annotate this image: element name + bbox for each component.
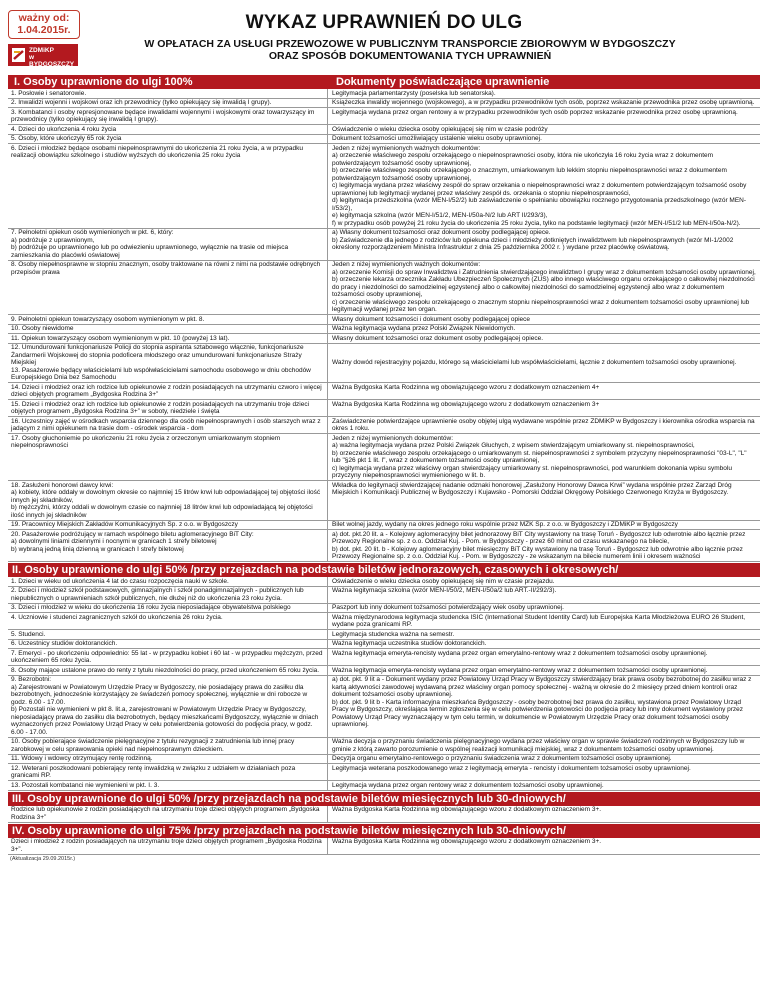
table-row	[8, 838, 760, 855]
table-row	[8, 344, 760, 384]
table-row	[8, 261, 760, 316]
entitled-persons-cell: 12. Umundurowani funkcjonariusze Policji do stopnia aspiranta sztabowego włącznie, funkcjonariusze Żandarmerii Wojskowej do stopnia podoficera młodszego oraz umundurowani funkcjonariusze Straży Miejskiej 13. Pasażerowie będący właścicielami lub współwłaścicielami samochodu osobowego w dniu obchodów Europejskiego Dnia bez Samochodu	[8, 344, 328, 383]
required-document-cell: Legitymacja wydana przez organ rentowy wraz z dokumentem tożsamości osoby uprawnionej.	[332, 781, 604, 789]
table-row	[8, 135, 760, 145]
entitled-persons-cell: 11. Opiekun towarzyszący osobom wymienionym w pkt. 10 (powyżej 13 lat).	[8, 334, 328, 343]
entitled-persons-cell: 11. Wdowy i wdowcy otrzymujący rentę rodzinną.	[8, 755, 328, 764]
entitled-persons-cell: 10. Osoby niewidome	[8, 325, 328, 334]
entitled-persons-cell: 4. Dzieci do ukończenia 4 roku życia	[8, 125, 328, 134]
table-row	[8, 417, 760, 434]
table-row	[8, 806, 760, 823]
section1-rows	[8, 89, 760, 562]
entitled-persons-cell: 1. Posłowie i senatorowie.	[8, 89, 328, 98]
table-row	[8, 325, 760, 335]
entitled-persons-cell: 6. Dzieci i młodzież będące osobami niepełnosprawnymi do ukończenia 21 roku życia, a w przypadku realizacji obowiązku szkolnego i studiów wyższych do ukończenia 25 roku życia	[8, 144, 328, 228]
entitled-persons-cell: 8. Osoby niepełnosprawne w stopniu znacznym, osoby traktowane na równi z nimi na podstawie odrębnych przepisów prawa	[8, 261, 328, 315]
entitled-persons-cell: Rodzice lub opiekunowie z rodzin posiadających na utrzymaniu troje dzieci objętych programem „Bydgoska Rodzina 3+”	[8, 806, 328, 822]
required-document-cell: Dokument tożsamości umożliwiający ustalenie wieku osoby uprawnionej.	[332, 135, 542, 142]
table-row	[8, 125, 760, 135]
required-document-cell: Jeden z niżej wymienionych ważnych dokumentów: a) orzeczenie właściwego zespołu orzekającego o niepełnosprawności osoby, która nie ukończyła 16 roku życia wraz z dokumentem potwierdzającym tożsamość osoby uprawnionej, b) orzeczenie właściwego zespołu orzekającego o znacznym, umiarkowanym lub lekkim stopniu niepełnosprawności wraz z dokumentem potwierdzającym tożsamość osoby uprawnionej, c) legitymacja wydana przez właściwy zespół do spraw orzekania o niepełnosprawności wraz z dokumentem potwierdzającym tożsamość osoby uprawnionej lub legitymacji wydanej przez właściwy zespół ds. orzekania o stopniu niepełnosprawności, d) legitymacja przedszkolna (wzór MEN-I/52/2) lub zaświadczenie o spełnianiu obowiązku rocznego przygotowania przedszkolnego (wzór MEN-I/53/2), e) legitymacja szkolna (wzór MEN-I/51/2, MEN-I/50a-N/2 lub ART II/293/3), f) w przypadku osób powyżej 21 roku życia do ukończenia 25 roku życia, tylko na podstawie legitymacji (wzór MEN-I/51/2 lub MEN-I/50a-N/2).	[332, 144, 747, 227]
required-document-cell: Ważna legitymacja szkolna (wzór MEN-I/50/2, MEN-I/50a/2 lub ART.-II/292/3).	[332, 587, 557, 594]
validity-box: ważny od: 1.04.2015r.	[8, 10, 80, 39]
table-row	[8, 738, 760, 755]
required-document-cell: Wkładka do legitymacji stwierdzającej nadanie odznaki honorowej „Zasłużony Honorowy Dawca Krwi” wydana wspólnie przez Zarząd Dróg Miejskich i Komunikacji Publicznej w Bydgoszczy i Kujawsko - Pomorski Oddział Okręgowy Polskiego Czerwonego Krzyża w Bydgoszczy.	[332, 481, 732, 496]
table-row	[8, 108, 760, 125]
table-row	[8, 781, 760, 791]
main-table	[8, 74, 760, 862]
required-document-cell: Jeden z niżej wymienionych dokumentów: a) ważna legitymacja wydana przez Polski Związek Głuchych, z wpisem stwierdzającym umiarkowany st. niepełnosprawności, b) orzeczenie właściwego zespołu orzekającego o umiarkowanym st. niepełnosprawności z symbolem przyczyny niepełnosprawności "03-L", "L" lub "§26 pkt 1 lit. l", wraz z dokumentem tożsamości osoby uprawnionej, c) legitymacja wydana przez właściwy organ stwierdzający umiarkowany st. niepełnosprawności, pod warunkiem dokonania wpisu symbolu przyczyny niepełnosprawności wymienionego w lit. b.	[332, 434, 747, 479]
section1-header	[8, 75, 760, 89]
required-document-cell: Ważna Bydgoska Karta Rodzinna wg obowiązującego wzoru z dodatkowym oznaczeniem 3+.	[332, 806, 602, 813]
entitled-persons-cell: 9. Bezrobotni: a) Zarejestrowani w Powiatowym Urzędzie Pracy w Bydgoszczy, nie posiadający prawa do zasiłku dla bezrobotnych, jednocześnie korzystający ze świadczeń pomocy społecznej, wyłącznie w dni robocze w godz. 6.00 - 17.00. b) Pozostali nie wymienieni w pkt 8. lit.a, zarejestrowani w Powiatowym Urzędzie Pracy w Bydgoszczy, nieposiadający prawa do zasiłku dla bezrobotnych, będący mieszkańcami Bydgoszczy, wyłącznie w dniach wyznaczonych przez Powiatowy Urząd Pracy w celu potwierdzenia gotowości do podjęcia pracy, w godz. 6.00 - 17.00.	[8, 676, 328, 737]
table-row	[8, 315, 760, 325]
entitled-persons-cell: 15. Dzieci i młodzież oraz ich rodzice lub opiekunowie z rodzin posiadających na utrzymaniu troje dzieci objętych programem „Bydgoska Rodzina 3+” w soboty, niedziele i święta	[8, 400, 328, 416]
section1-title: I. Osoby uprawnione do ulgi 100%	[14, 76, 193, 88]
table-row	[8, 383, 760, 400]
table-row	[8, 640, 760, 650]
table-row	[8, 577, 760, 587]
section4-rows	[8, 838, 760, 855]
entitled-persons-cell: 12. Weterani poszkodowani pobierający rentę inwalidzką w związku z udziałem w działaniach poza granicami RP.	[8, 764, 328, 780]
entitled-persons-cell: 2. Inwalidzi wojenni i wojskowi oraz ich przewodnicy (tylko opiekujący się inwalidą I grupy).	[8, 99, 328, 108]
table-row	[8, 613, 760, 630]
entitled-persons-cell: Dzieci i młodzież z rodzin posiadających na utrzymaniu troje dzieci objętych programem „Bydgoska Rodzina 3+”.	[8, 838, 328, 854]
required-document-cell: Ważna legitymacja uczestnika studiów doktoranckich.	[332, 640, 487, 647]
required-document-cell: Ważna legitymacja emeryta-rencisty wydana przez organ emerytalno-rentowy wraz z dokumentem tożsamości osoby uprawnionej.	[332, 666, 708, 674]
table-row	[8, 481, 760, 521]
entitled-persons-cell: 10. Osoby pobierające świadczenie pielęgnacyjne z tytułu rezygnacji z zatrudnienia lub innej pracy zarobkowej w celu sprawowania opieki nad niepełnosprawnym dzieckiem.	[8, 738, 328, 754]
required-document-cell: Bilet wolnej jazdy, wydany na okres jednego roku wspólnie przez MZK Sp. z o.o. w Bydgoszczy i ZDMiKP w Bydgoszczy	[332, 521, 678, 528]
required-document-cell: Jeden z niżej wymienionych ważnych dokumentów: a) orzeczenie Komisji do spraw Inwalidztwa i Zatrudnienia stwierdzającego inwalidztwo I grupy wraz z dokumentem tożsamości osoby uprawnionej, b) orzeczenie lekarza orzecznika Zakładu Ubezpieczeń Społecznych (ZUS) albo innego właściwego organu orzekającego o całkowitej niezdolności do pracy i niezdolności do samodzielnej egzystencji albo o całkowitej niezdolności do samodzielnej egzystencji albo wraz z dokumentem tożsamości osoby uprawnionej, c) orzeczenie właściwego zespołu orzekającego o znacznym stopniu niepełnosprawności wraz z dokumentem tożsamości osoby uprawnionej lub legitymacji wydanej przez ten organ.	[332, 261, 756, 313]
required-document-cell: a) dot. pkt. 9 lit a - Dokument wydany przez Powiatowy Urząd Pracy w Bydgoszczy stwierdzający brak prawa osoby bezrobotnej do zasiłku wraz z kartą aktywności zawodowej wydawaną przez właściwy organ pomocy społecznej - ważną w okresie do 2 miesięcy przed dniem kontroli oraz dokument tożsamości osoby uprawnionej. b) dot. pkt. 9 lit b - Karta informacyjna mieszkańca Bydgoszczy - osoby bezrobotnej bez prawa do zasiłku, wystawiona przez Powiatowy Urząd Pracy w Bydgoszczy, określająca termin zgłoszenia się w celu potwierdzenia gotowości do podjęcia pracy lub inny dokument wystawiony przez Powiatowy Urząd Pracy wyznaczający w tym celu termin, w dokumencie w Powiatowym Urzędzie Pracy oraz dokument tożsamości osoby uprawnionej.	[332, 676, 752, 728]
required-document-cell: Ważna Bydgoska Karta Rodzinna wg obowiązującego wzoru z dodatkowym oznaczeniem 3+	[332, 400, 600, 408]
table-row	[8, 521, 760, 531]
entitled-persons-cell: 8. Osoby mające ustalone prawo do renty z tytułu niezdolności do pracy, przed ukończeniem 65 roku życia.	[8, 666, 328, 675]
entitled-persons-cell: 18. Zasłużeni honorowi dawcy krwi: a) kobiety, które oddały w dowolnym okresie co najmniej 15 litrów krwi lub odpowiadającej tej objętości ilość innych jej składników, b) mężczyźni, którzy oddali w dowolnym czasie co najmniej 18 litrów krwi lub odpowiadającą tej objętości ilość innych jej składników	[8, 481, 328, 520]
table-row	[8, 229, 760, 261]
table-row	[8, 144, 760, 229]
section3-rows	[8, 806, 760, 823]
required-document-cell: Legitymacja studencka ważna na semestr.	[332, 630, 455, 638]
entitled-persons-cell: 3. Dzieci i młodzież w wieku do ukończenia 16 roku życia nieposiadające obywatelstwa polskiego	[8, 604, 328, 613]
table-row	[8, 434, 760, 481]
entitled-persons-cell: 3. Kombatanci i osoby represjonowane będące inwalidami wojennymi i wojskowymi oraz towarzyszący im przewodnicy (tylko opiekujący się inwalidą I grupy).	[8, 108, 328, 124]
table-row	[8, 587, 760, 604]
entitled-persons-cell: 20. Pasażerowie podróżujący w ramach wspólnego biletu aglomeracyjnego BiT City: a) dowolnymi liniami dziennymi i nocnymi w granicach 1 strefy biletowej b) wybraną jedną linią dzienną w granicach I strefy biletowej	[8, 530, 328, 561]
required-document-cell: Decyzja organu emerytalno-rentowego o przyznaniu świadczenia wraz z dokumentem tożsamości osoby uprawnionej.	[332, 755, 672, 762]
table-row	[8, 755, 760, 765]
required-document-cell: Własny dokument tożsamości i dokument osoby podlegającej opiece	[332, 315, 530, 323]
table-row	[8, 89, 760, 99]
zdmikp-logo	[8, 44, 78, 66]
table-row	[8, 99, 760, 109]
table-row	[8, 400, 760, 417]
required-document-cell: Ważna Bydgoska Karta Rodzinna wg obowiązującego wzoru z dodatkowym oznaczeniem 4+	[332, 383, 600, 391]
required-document-cell: Ważny dowód rejestracyjny pojazdu, którego są właścicielami lub współwłaścicielami, łącznie z dokumentem tożsamości osoby uprawnionej.	[332, 359, 737, 366]
table-row	[8, 676, 760, 738]
required-document-cell: Ważna legitymacja emeryta-rencisty wydana przez organ emerytalno-rentowy wraz z dokumentem tożsamości osoby uprawnionej.	[332, 649, 708, 657]
page-subtitle: W OPŁATACH ZA USŁUGI PRZEWOZOWE W PUBLICZNYM TRANSPORCIE ZBIOROWYM W BYDGOSZCZY ORAZ SPOSÓB DOKUMENTOWANIA TYCH UPRAWNIEŃ	[144, 38, 676, 62]
required-document-cell: a) dot. pkt.20 lit. a - Kolejowy aglomeracyjny bilet jednorazowy BiT City wystawiony na trasę Toruń - Bydgoszcz lub odwrotnie albo łącznie przez Przewozy Regionalne sp. z o.o. Oddział Kuj. - Pom. w Bydgoszczy - przez 60 minut od czasu wskazanego na bilecie, b) dot. pkt. 20 lit. b - Kolejowy aglomeracyjny bilet miesięczny BiT City wystawiony na trasę Toruń - Bydgoszcz lub odwrotnie albo łącznie przez Przewozy Regionalne sp. z o.o. Oddział Kuj. - Pom. w Bydgoszczy - ze wskazanym na bilecie numerem linii i okresem ważności	[332, 530, 746, 560]
logo-text: ZDMiKP w BYDGOSZCZY	[29, 47, 75, 68]
required-document-cell: Legitymacja wydana przez organ rentowy a w przypadku przewodników tych osób poprzez wskazanie przewodnika przez osobę uprawnioną.	[332, 108, 738, 116]
section3-title: III. Osoby uprawnione do ulgi 50% /przy przejazdach na podstawie biletów miesięcznych lub 30-dniowych/	[8, 792, 760, 806]
entitled-persons-cell: 13. Pozostali kombatanci nie wymienieni w pkt. I. 3.	[8, 781, 328, 790]
entitled-persons-cell: 9. Pełnoletni opiekun towarzyszący osobom wymienionym w pkt. 8.	[8, 315, 328, 324]
required-document-cell: Legitymacja parlamentarzysty (poselska lub senatorska).	[332, 89, 496, 97]
entitled-persons-cell: 6. Uczestnicy studiów doktoranckich.	[8, 640, 328, 649]
table-row	[8, 764, 760, 781]
table-row	[8, 530, 760, 562]
section4-title: IV. Osoby uprawnione do ulgi 75% /przy przejazdach na podstawie biletów miesięcznych lub 30-dniowych/	[8, 824, 760, 838]
required-document-cell: Ważna międzynarodowa legitymacja studencka ISIC (International Student Identity Card) lub Europejska Karta Młodzieżowa EURO 26 Student, wydane poza granicami RP.	[332, 613, 746, 628]
required-document-cell: Ważna Bydgoska Karta Rodzinna wg obowiązującego wzoru z dodatkowym oznaczeniem 3+.	[332, 838, 602, 845]
entitled-persons-cell: 7. Emeryci - po ukończeniu odpowiednio: 55 lat - w przypadku kobiet i 60 lat - w przypadku mężczyzn, przed ukończeniem 65 roku życia.	[8, 649, 328, 665]
section1-docs-title: Dokumenty poświadczające uprawnienie	[336, 76, 550, 88]
entitled-persons-cell: 14. Dzieci i młodzież oraz ich rodzice lub opiekunowie z rodzin posiadających na utrzymaniu czworo i więcej dzieci objętych programem „Bydgoska Rodzina 3+”	[8, 383, 328, 399]
required-document-cell: Ważna decyzja o przyznaniu świadczenia pielęgnacyjnego wydana przez właściwy organ w sprawie świadczeń rodzinnych w Bydgoszczy lub w gminie z którą zawarto porozumienie o wspólnej realizacji komunikacji miejskiej, wraz z dokumentem tożsamości osoby uprawnionej.	[332, 738, 745, 753]
entitled-persons-cell: 19. Pracownicy Miejskich Zakładów Komunikacyjnych Sp. z o.o. w Bydgoszczy	[8, 521, 328, 530]
entitled-persons-cell: 7. Pełnoletni opiekun osób wymienionych w pkt. 6, który: a) podróżuje z uprawnionym, b) podróżuje po uprawnionego lub po odwiezieniu uprawnionego, wyłącznie na trasie od miejsca zamieszkania do placówki oświatowej	[8, 229, 328, 260]
entitled-persons-cell: 5. Osoby, które ukończyły 65 rok życia	[8, 135, 328, 144]
entitled-persons-cell: 16. Uczestnicy zajęć w ośrodkach wsparcia dziennego dla osób niepełnosprawnych i osób starszych wraz z jadącym z nimi opiekunem na trasie dom - ośrodek wsparcia - dom	[8, 417, 328, 433]
update-note: (Aktualizacja 29.09.2015r.)	[10, 855, 76, 862]
required-document-cell: Książeczka inwalidy wojennego (wojskowego), a w przypadku przewodników tych osób, poprzez wskazanie przewodnika przez osobę uprawnioną.	[332, 99, 755, 106]
table-row	[8, 666, 760, 676]
entitled-persons-cell: 5. Studenci.	[8, 630, 328, 639]
required-document-cell: Legitymacja weterana poszkodowanego wraz z legitymacją emeryta - rencisty i dokumentem tożsamości osoby uprawnionej.	[332, 764, 691, 772]
logo-mark-icon	[12, 48, 25, 62]
required-document-cell: Oświadczenie o wieku dziecka osoby opiekującej się nim w czasie podróży	[332, 125, 548, 133]
entitled-persons-cell: 17. Osoby głuchoniemie po ukończeniu 21 roku życia z orzeczonym umiarkowanym stopniem niepełnosprawności	[8, 434, 328, 480]
required-document-cell: Własny dokument tożsamości oraz dokument osoby podlegającej opiece.	[332, 334, 544, 342]
required-document-cell: Zaświadczenie potwierdzające uprawnienie osoby objętej ulgą wydawane wspólnie przez ZDMiKP w Bydgoszczy i kierownika ośrodka wsparcia na okres 1 roku.	[332, 417, 755, 432]
required-document-cell: Paszport lub inny dokument tożsamości potwierdzający wiek osoby uprawnionej.	[332, 604, 564, 611]
table-row	[8, 649, 760, 666]
table-row	[8, 630, 760, 640]
required-document-cell: Ważna legitymacja wydana przez Polski Związek Niewidomych.	[332, 325, 516, 332]
section2-title: II. Osoby uprawnione do ulgi 50% /przy przejazdach na podstawie biletów jednorazowych, czasowych i okresowych/	[8, 563, 760, 577]
required-document-cell: Oświadczenie o wieku dziecka osoby opiekującej się nim w czasie przejazdu.	[332, 577, 555, 585]
table-row	[8, 334, 760, 344]
table-row	[8, 604, 760, 614]
entitled-persons-cell: 2. Dzieci i młodzież szkół podstawowych, gimnazjalnych i szkół ponadgimnazjalnych - publicznych lub niepublicznych o uprawnieniach szkół publicznych, nie dłużej niż do ukończenia 23 roku życia.	[8, 587, 328, 603]
entitled-persons-cell: 1. Dzieci w wieku od ukończenia 4 lat do czasu rozpoczęcia nauki w szkole.	[8, 577, 328, 586]
required-document-cell: a) Własny dokument tożsamości oraz dokument osoby podlegającej opiece. b) Zaświadczenie dla jednego z rodziców lub opiekuna dzieci i młodzieży dotkniętych inwalidztwem lub niepełnosprawnych (wzór MI-1/2002 określony rozporządzeniem Ministra Infrastruktur z dnia 25 października 2002 r. ) wydane przez placówkę oświatową.	[332, 229, 734, 251]
entitled-persons-cell: 4. Uczniowie i studenci zagranicznych szkół do ukończenia 26 roku życia.	[8, 613, 328, 629]
page-title: WYKAZ UPRAWNIEŃ DO ULG	[245, 12, 523, 33]
section2-rows	[8, 577, 760, 791]
